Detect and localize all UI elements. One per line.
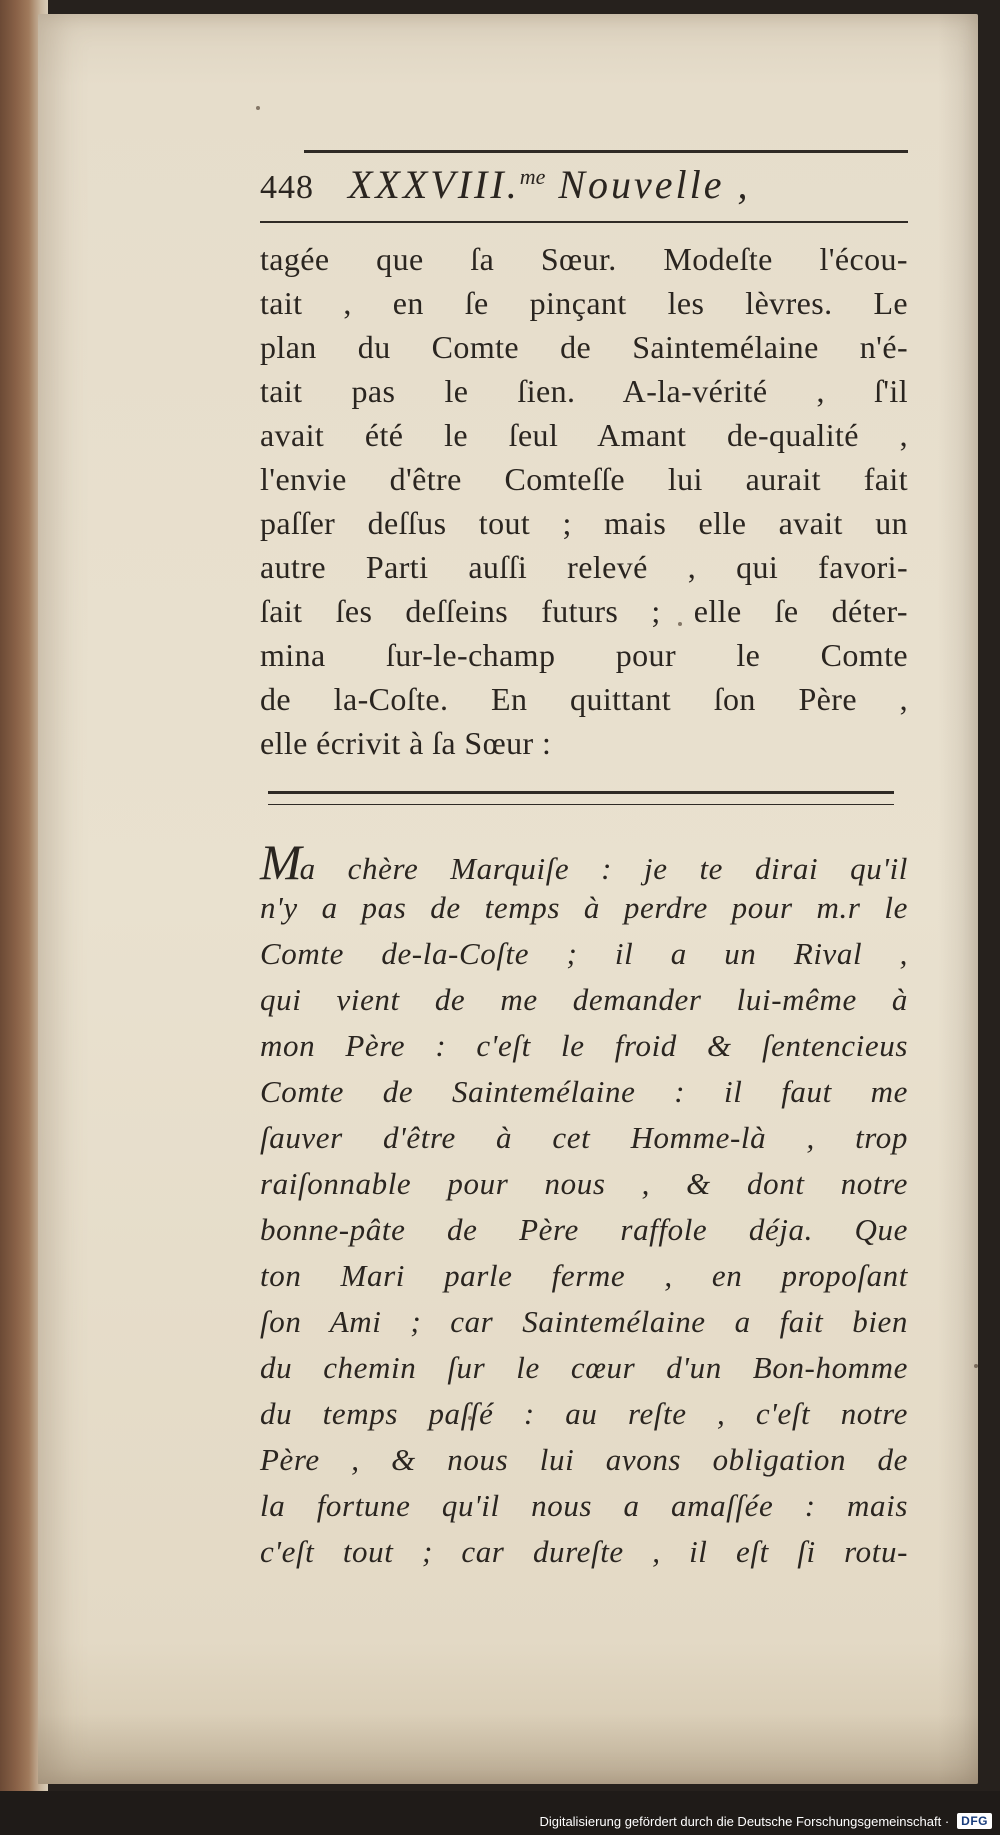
body-line: avait été le ſeul Amant de-qualité ,	[260, 417, 908, 453]
dfg-logo: DFG	[957, 1813, 992, 1829]
body-line: mina ſur-le-champ pour le Comte	[260, 637, 908, 673]
letter-dropcap: M	[260, 834, 300, 890]
running-header	[260, 161, 908, 217]
body-line: tait , en ſe pinçant les lèvres. Le	[260, 285, 908, 321]
running-title	[348, 161, 908, 208]
body-line: plan du Comte de Saintemélaine n'é-	[260, 329, 908, 365]
page-shadow-right	[938, 14, 978, 1784]
header-rule-bottom	[260, 221, 908, 223]
title-superscript: me	[519, 164, 546, 189]
body-line: l'envie d'être Comteſſe lui aurait fait	[260, 461, 908, 497]
letter-line: Comte de Saintemélaine : il faut me	[260, 1074, 908, 1109]
letter-line: la fortune qu'il nous a amaſſée : mais	[260, 1488, 908, 1523]
letter-first-line-text: a chère Marquiſe : je te dirai qu'il	[299, 851, 908, 886]
body-line: elle écrivit à ſa Sœur :	[260, 725, 552, 761]
letter-line: du chemin ſur le cœur d'un Bon-homme	[260, 1350, 908, 1385]
title-roman: XXXVIII.	[348, 162, 520, 207]
body-line: paſſer deſſus tout ; mais elle avait un	[260, 505, 908, 541]
letter-line: raiſonnable pour nous , & dont notre	[260, 1166, 908, 1201]
footer-bar	[0, 1791, 1000, 1835]
letter-line: Père , & nous lui avons obligation de	[260, 1442, 908, 1477]
body-line: autre Parti auſſi relevé , qui favori-	[260, 549, 908, 585]
funding-credit	[539, 1813, 992, 1829]
paper-speck	[256, 106, 260, 110]
body-line: tagée que ſa Sœur. Modeſte l'écou-	[260, 241, 908, 277]
paper-speck	[974, 1364, 978, 1368]
letter-line: n'y a pas de temps à perdre pour m.r le	[260, 890, 908, 925]
letter-line: du temps paſſé : au reſte , c'eſt notre	[260, 1396, 908, 1431]
body-line: ſait ſes deſſeins futurs ; elle ſe déter-	[260, 593, 908, 629]
body-paragraph	[260, 237, 908, 765]
letter-text	[260, 834, 908, 1575]
body-line: tait pas le ſien. A-la-vérité , ſ'il	[260, 373, 908, 409]
credit-text: Digitalisierung gefördert durch die Deutsche Forschungsgemeinschaft ·	[539, 1813, 950, 1829]
page-text	[260, 150, 908, 1575]
section-double-rule	[268, 791, 894, 805]
body-line: de la-Coſte. En quittant ſon Père ,	[260, 681, 908, 717]
letter-line: bonne-pâte de Père raffole déja. Que	[260, 1212, 908, 1247]
header-rule-top	[304, 150, 908, 153]
letter-line: ſauver d'être à cet Homme-là , trop	[260, 1120, 908, 1155]
letter-line: ton Mari parle ferme , en propoſant	[260, 1258, 908, 1293]
letter-line: mon Père : c'eſt le froid & ſentencieus	[260, 1028, 908, 1063]
letter-line: qui vient de me demander lui-même à	[260, 982, 908, 1017]
page-shadow-bottom	[38, 1714, 978, 1784]
title-word: Nouvelle ,	[558, 162, 751, 207]
letter-line-first	[260, 834, 908, 890]
letter-line: Comte de-la-Coſte ; il a un Rival ,	[260, 936, 908, 971]
page-number: 448	[260, 169, 314, 206]
letter-line: c'eſt tout ; car dureſte , il eſt ſi rotu-	[260, 1534, 908, 1569]
letter-line: ſon Ami ; car Saintemélaine a fait bien	[260, 1304, 908, 1339]
